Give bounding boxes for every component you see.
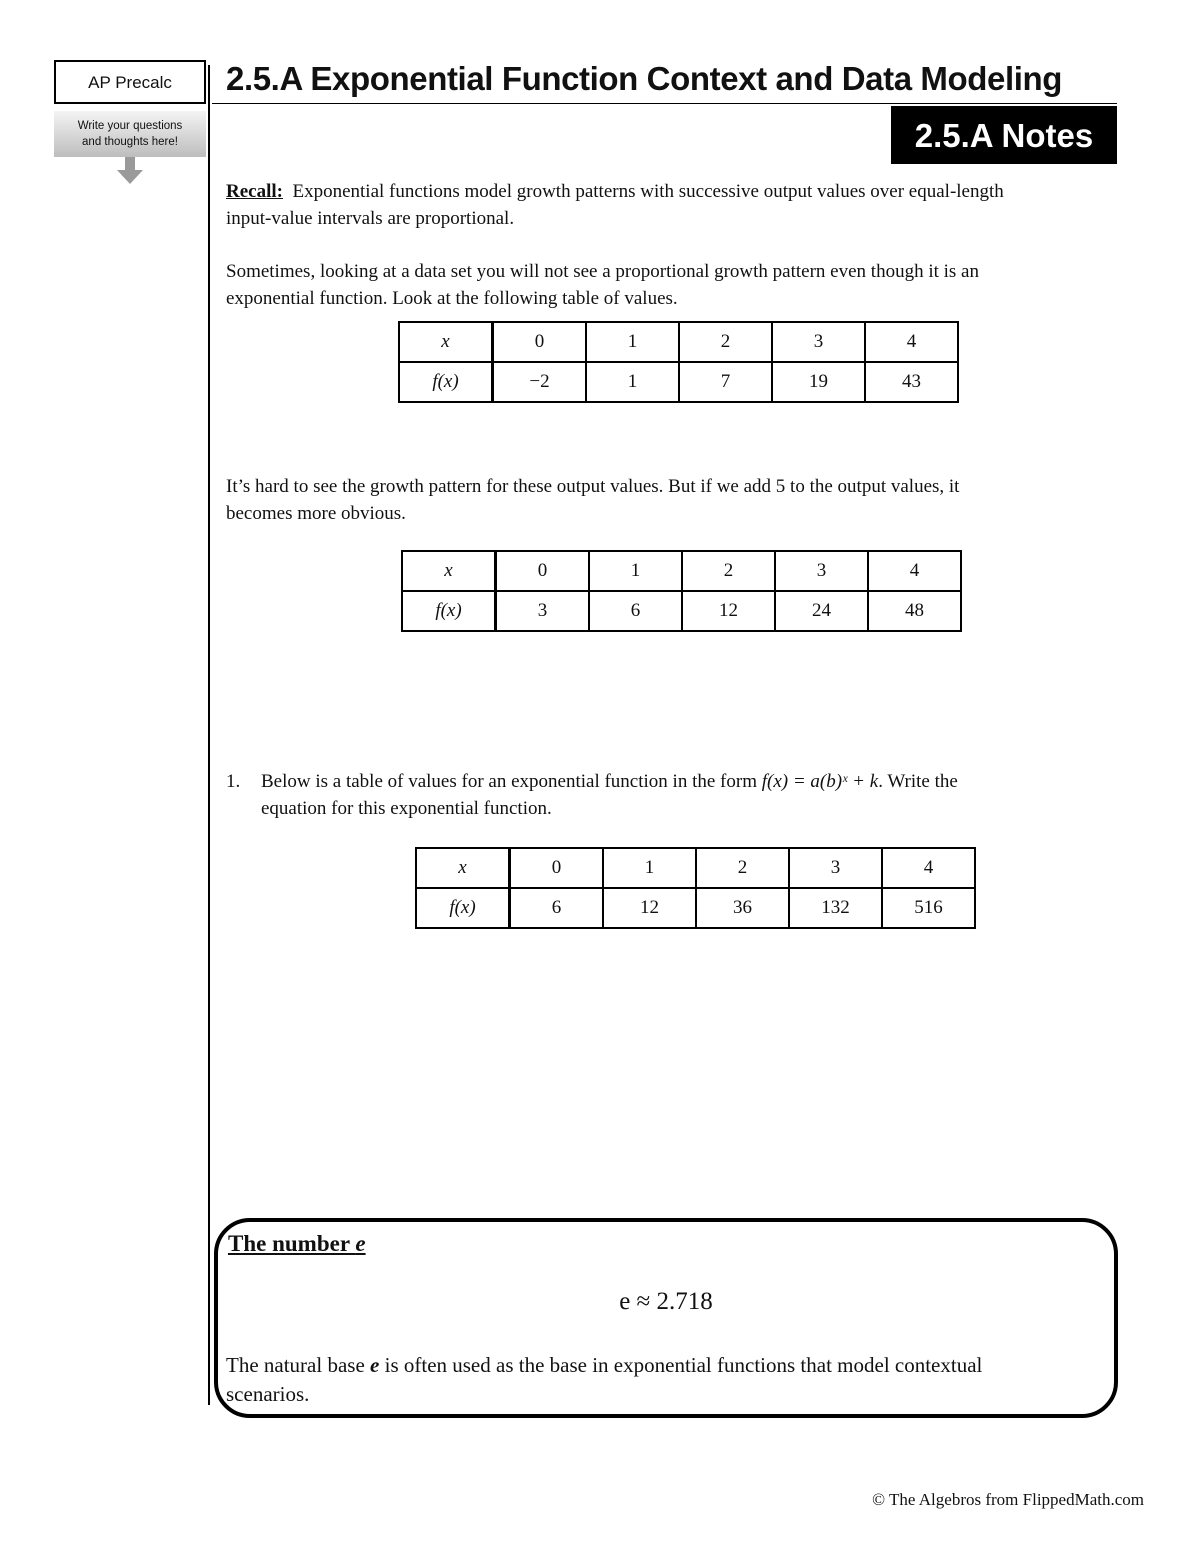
- table-cell: 12: [603, 888, 696, 928]
- table-cell: 6: [589, 591, 682, 631]
- values-table-1: [398, 321, 959, 403]
- table-cell: 516: [882, 888, 975, 928]
- question-formula: f(x) = a(b)ˣ + k: [761, 771, 879, 792]
- recall-label: Recall:: [226, 181, 283, 202]
- notes-badge: 2.5.A Notes: [891, 106, 1117, 164]
- table-row: [399, 362, 958, 402]
- table-cell: 1: [586, 362, 679, 402]
- table-cell: 3: [496, 591, 590, 631]
- table-cell: 12: [682, 591, 775, 631]
- table-header-x: x: [402, 551, 496, 591]
- title-underline: [212, 103, 1117, 104]
- table-row: [402, 551, 961, 591]
- table-cell: 6: [510, 888, 604, 928]
- question-text-line2: equation for this exponential function.: [261, 798, 552, 819]
- course-label: AP Precalc: [54, 60, 206, 104]
- table-cell: 3: [789, 848, 882, 888]
- shift-paragraph: [226, 473, 1116, 527]
- page-title: 2.5.A Exponential Function Context and Data Modeling: [226, 60, 1063, 97]
- table-row: [402, 591, 961, 631]
- intro-line2: exponential function. Look at the following table of values.: [226, 288, 678, 309]
- table-header-fx: f(x): [399, 362, 493, 402]
- number-e-heading: [228, 1231, 366, 1257]
- e-description-line2: scenarios.: [226, 1382, 310, 1406]
- e-description-a: The natural base: [226, 1353, 371, 1377]
- table-cell: 4: [882, 848, 975, 888]
- table-cell: 4: [865, 322, 958, 362]
- table-cell: 36: [696, 888, 789, 928]
- margin-notes-hint: [54, 111, 206, 157]
- table-cell: 2: [679, 322, 772, 362]
- table-cell: 1: [589, 551, 682, 591]
- margin-notes-hint-line2: and thoughts here!: [82, 136, 178, 148]
- table-cell: 0: [496, 551, 590, 591]
- question-text-a: Below is a table of values for an exponential function in the form: [261, 771, 762, 792]
- margin-divider: [208, 65, 210, 1405]
- down-arrow-icon: [116, 157, 144, 185]
- table-header-x: x: [399, 322, 493, 362]
- shift-line1: It’s hard to see the growth pattern for these output values. But if we add 5 to the output values, it: [226, 476, 960, 497]
- table-cell: 7: [679, 362, 772, 402]
- question-number: 1.: [226, 771, 241, 792]
- table-header-x: x: [416, 848, 510, 888]
- copyright-footer: © The Algebros from FlippedMath.com: [872, 1490, 1144, 1509]
- table-cell: 1: [586, 322, 679, 362]
- table-cell: 2: [696, 848, 789, 888]
- shift-line2: becomes more obvious.: [226, 503, 406, 524]
- intro-paragraph: [226, 258, 1116, 312]
- table-cell: −2: [493, 362, 587, 402]
- e-description-b: is often used as the base in exponential functions that model contextual: [379, 1353, 983, 1377]
- values-table-3: [415, 847, 976, 929]
- question-1: [226, 768, 1106, 822]
- number-e-heading-symbol: e: [355, 1231, 366, 1256]
- recall-paragraph: [226, 178, 1116, 232]
- table-row: [399, 322, 958, 362]
- table-header-fx: f(x): [416, 888, 510, 928]
- e-description-symbol: e: [370, 1353, 380, 1377]
- table-row: [416, 888, 975, 928]
- table-cell: 132: [789, 888, 882, 928]
- recall-line2: input-value intervals are proportional.: [226, 208, 515, 229]
- table-header-fx: f(x): [402, 591, 496, 631]
- table-cell: 24: [775, 591, 868, 631]
- intro-line1: Sometimes, looking at a data set you will not see a proportional growth pattern even though it is an: [226, 261, 979, 282]
- table-cell: 3: [772, 322, 865, 362]
- table-row: [416, 848, 975, 888]
- table-cell: 0: [510, 848, 604, 888]
- table-cell: 2: [682, 551, 775, 591]
- question-text-b: . Write the: [878, 771, 958, 792]
- e-approximation: e ≈ 2.718: [619, 1288, 713, 1315]
- margin-notes-hint-line1: Write your questions: [77, 120, 183, 132]
- table-cell: 19: [772, 362, 865, 402]
- table-cell: 3: [775, 551, 868, 591]
- table-cell: 43: [865, 362, 958, 402]
- values-table-2: [401, 550, 962, 632]
- number-e-heading-text: The number: [228, 1231, 356, 1256]
- recall-line1: Exponential functions model growth patterns with successive output values over equal-length: [292, 181, 1004, 202]
- table-cell: 4: [868, 551, 961, 591]
- table-cell: 0: [493, 322, 587, 362]
- e-description: [226, 1351, 1106, 1409]
- table-cell: 48: [868, 591, 961, 631]
- table-cell: 1: [603, 848, 696, 888]
